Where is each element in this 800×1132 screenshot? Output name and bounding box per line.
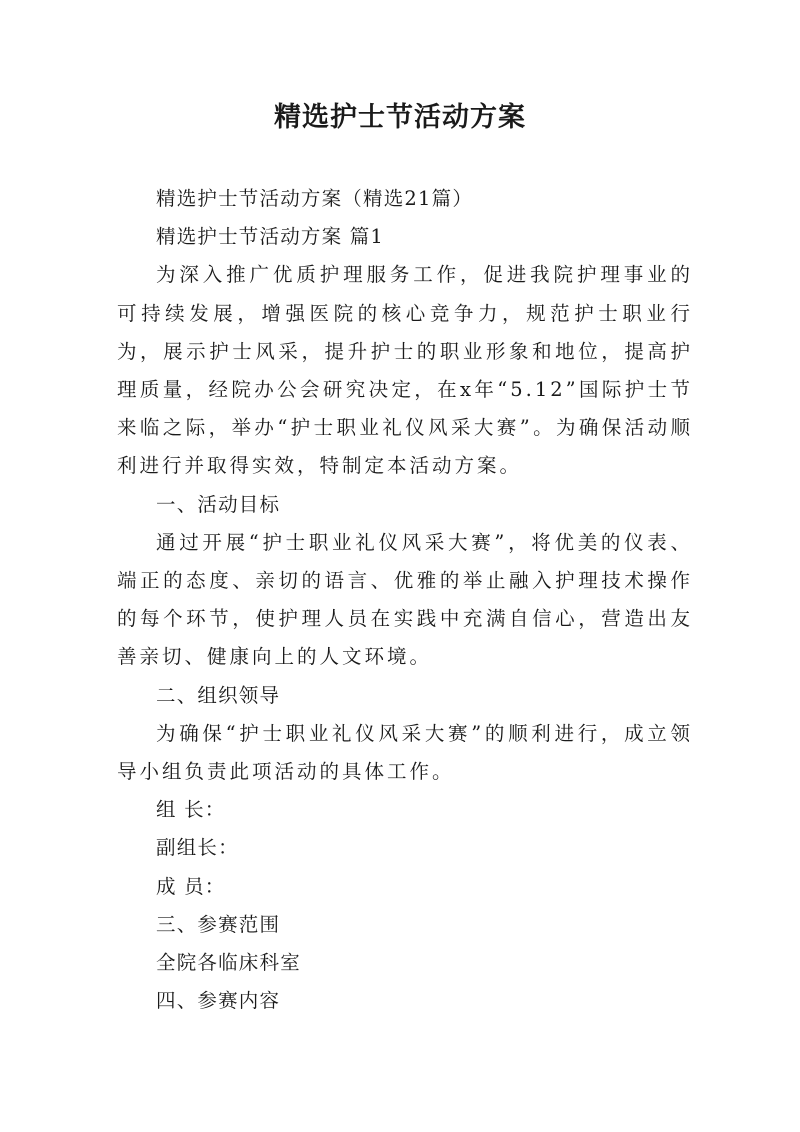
- doc-line-leader: 组 长：: [156, 798, 226, 822]
- doc-line-scope: 全院各临床科室: [156, 951, 301, 975]
- document-body: [117, 180, 693, 1020]
- doc-paragraph-goal: 通过开展“护士职业礼仪风采大赛”，将优美的仪表、端正的态度、亲切的语言、优雅的举止融入护理技术操作的每个环节，使护理人员在实践中充满自信心，营造出友善亲切、健康向上的人文环境。: [117, 530, 693, 669]
- doc-heading-content: 四、参赛内容: [156, 989, 281, 1013]
- doc-heading-leadership: 二、组织领导: [156, 683, 281, 707]
- doc-subtitle: 精选护士节活动方案（精选21篇）: [156, 187, 474, 210]
- doc-section-heading: 精选护士节活动方案 篇1: [156, 225, 385, 249]
- doc-paragraph-intro: 为深入推广优质护理服务工作，促进我院护理事业的可持续发展，增强医院的核心竞争力，规范护士职业行为，展示护士风采，提升护士的职业形象和地位，提高护理质量，经院办公会研究决定，在x年“5.12”国际护士节来临之际，举办“护士职业礼仪风采大赛”。为确保活动顺利进行并取得实效，特制定本活动方案。: [117, 263, 693, 478]
- doc-line-deputy: 副组长：: [156, 836, 239, 860]
- doc-heading-goal: 一、活动目标: [156, 492, 281, 516]
- doc-paragraph-leadership: 为确保“护士职业礼仪风采大赛”的顺利进行，成立领导小组负责此项活动的具体工作。: [117, 721, 693, 784]
- document-title: 精选护士节活动方案: [274, 102, 526, 133]
- doc-heading-scope: 三、参赛范围: [156, 912, 281, 936]
- doc-line-members: 成 员：: [156, 874, 226, 898]
